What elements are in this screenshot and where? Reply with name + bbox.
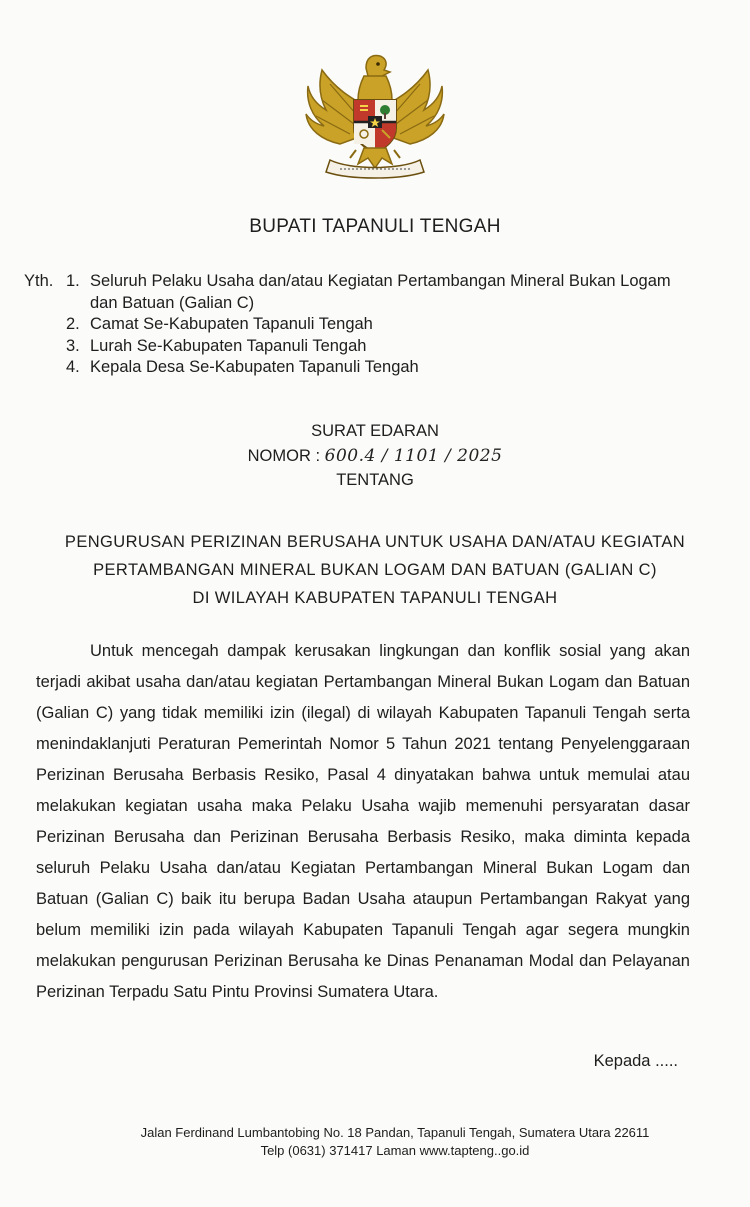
recipient-item bbox=[24, 271, 680, 314]
recipient-item bbox=[24, 336, 680, 358]
recipient-text: Lurah Se-Kabupaten Tapanuli Tengah bbox=[90, 336, 367, 355]
subject-block bbox=[0, 528, 750, 612]
recipient-text: Seluruh Pelaku Usaha dan/atau Kegiatan Pertambangan Mineral Bukan Logam dan Batuan (Galian C) bbox=[90, 272, 671, 312]
circular-number-line bbox=[0, 446, 750, 466]
subject-line: DI WILAYAH KABUPATEN TAPANULI TENGAH bbox=[192, 589, 558, 607]
subject-line: PENGURUSAN PERIZINAN BERUSAHA UNTUK USAHA DAN/ATAU KEGIATAN bbox=[64, 533, 686, 551]
footer bbox=[0, 1124, 750, 1160]
page-continuation: Kepada ..... bbox=[593, 1052, 678, 1070]
recipient-text: Kepala Desa Se-Kabupaten Tapanuli Tengah bbox=[90, 358, 419, 376]
subject-line: PERTAMBANGAN MINERAL BUKAN LOGAM DAN BATUAN (GALIAN C) bbox=[93, 561, 657, 579]
recipient-list bbox=[24, 271, 680, 379]
recipient-prefix: Yth. bbox=[24, 272, 54, 290]
recipient-number: 2. bbox=[66, 315, 80, 333]
circular-number-label: NOMOR : bbox=[247, 447, 321, 465]
recipient-number: 4. bbox=[66, 358, 80, 376]
recipient-number: 3. bbox=[66, 336, 80, 355]
circular-about: TENTANG bbox=[336, 471, 414, 489]
body-paragraph: Untuk mencegah dampak kerusakan lingkungan dan konflik sosial yang akan terjadi akibat usaha dan/atau kegiatan Pertambangan Mineral Bukan Logam dan Batuan (Galian C) yang tidak memiliki izin (ilegal) di wilayah Kabupaten Tapanuli Tengah serta menindaklanjuti Peraturan Pemerintah Nomor 5 Tahun 2021 tentang Penyelenggaraan Perizinan Berusaha Berbasis Resiko, Pasal 4 dinyatakan bahwa untuk memulai atau melakukan kegiatan usaha maka Pelaku Usaha wajib memenuhi persyaratan dasar Perizinan Berusaha dan Perizinan Berusaha Berbasis Resiko, maka diminta kepada seluruh Pelaku Usaha dan/atau Kegiatan Pertambangan Mineral Bukan Logam dan Batuan (Galian C) baik itu berupa Badan Usaha ataupun Pertambangan Rakyat yang belum memiliki izin pada wilayah Kabupaten Tapanuli Tengah agar segera mungkin melakukan pengurusan Perizinan Berusaha ke Dinas Penanaman Modal dan Pelayanan Perizinan Terpadu Satu Pintu Provinsi Sumatera Utara. bbox=[36, 642, 690, 1001]
letterhead-title: BUPATI TAPANULI TENGAH bbox=[249, 216, 501, 237]
recipient-number: 1. bbox=[66, 272, 80, 290]
recipient-item bbox=[24, 314, 680, 336]
recipient-item bbox=[24, 357, 680, 379]
circular-number-value: 600.4 / 1101 / 2025 bbox=[324, 446, 503, 466]
circular-type: SURAT EDARAN bbox=[311, 422, 439, 440]
garuda-pancasila-emblem-icon bbox=[300, 40, 450, 180]
footer-address: Jalan Ferdinand Lumbantobing No. 18 Pandan, Tapanuli Tengah, Sumatera Utara 22611 bbox=[140, 1125, 650, 1140]
recipient-text: Camat Se-Kabupaten Tapanuli Tengah bbox=[90, 315, 373, 333]
footer-contact: Telp (0631) 371417 Laman www.tapteng..go.id bbox=[260, 1143, 530, 1158]
